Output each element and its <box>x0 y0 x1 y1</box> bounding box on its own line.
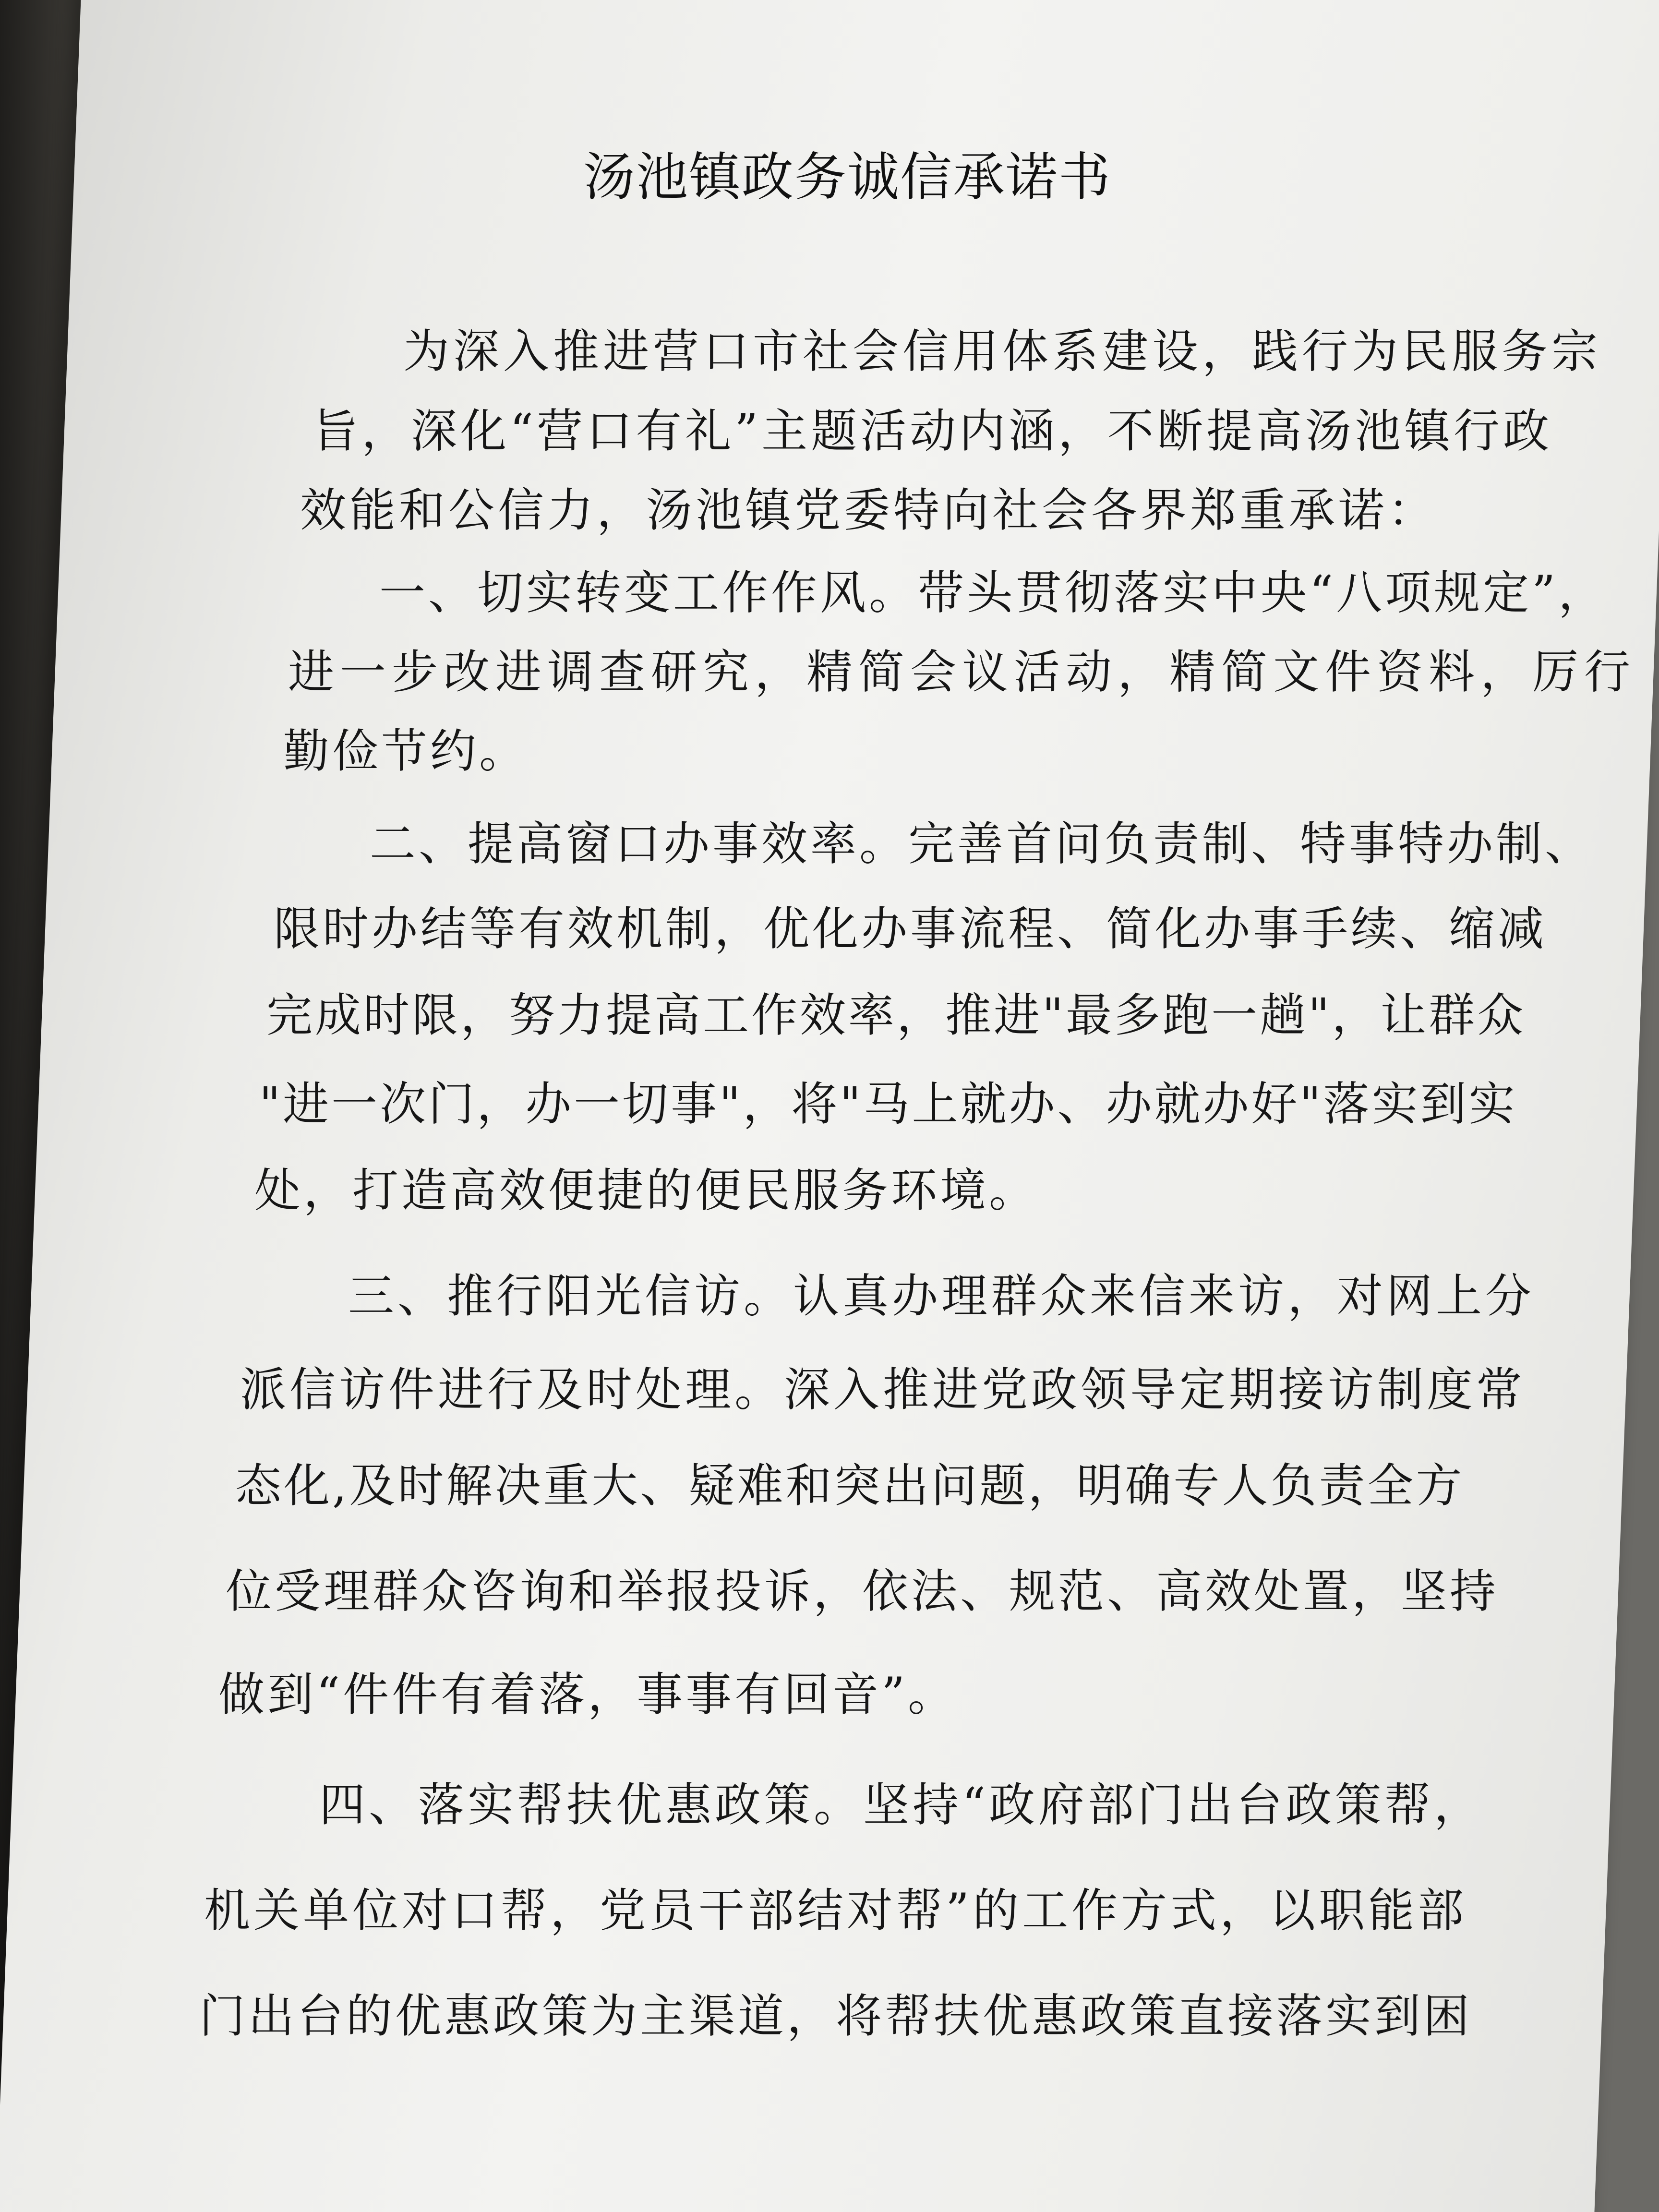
document-title: 汤池镇政务诚信承诺书 <box>583 147 1112 207</box>
paragraph-line: 机关单位对口帮，党员干部结对帮”的工作方式，以职能部 <box>204 1884 1467 1937</box>
paragraph-line: 态化,及时解决重大、疑难和突出问题，明确专人负责全方 <box>235 1459 1465 1513</box>
paragraph-line: 一、切实转变工作作风。带头贯彻落实中央“八项规定”， <box>379 566 1608 620</box>
paragraph-line: 旨，深化“营口有礼”主题活动内涵，不断提高汤池镇行政 <box>312 404 1553 458</box>
paragraph-line: 进一步改进调查研究，精简会议活动，精简文件资料，厉行 <box>288 645 1636 699</box>
paragraph-line: 位受理群众咨询和举报投诉，依法、规范、高效处置，坚持 <box>226 1564 1499 1618</box>
paragraph-line: 为深入推进营口市社会信用体系建设，践行为民服务宗 <box>403 325 1601 378</box>
paragraph-line: 勤俭节约。 <box>283 724 528 778</box>
paragraph-line: 派信访件进行及时处理。深入推进党政领导定期接访制度常 <box>240 1363 1526 1417</box>
paragraph-line: 四、落实帮扶优惠政策。坚持“政府部门出台政策帮， <box>319 1778 1484 1832</box>
paragraph-line: 二、提高窗口办事效率。完善首问负责制、特事特办制、 <box>370 817 1594 871</box>
paragraph-line: 完成时限，努力提高工作效率，推进"最多跑一趟"，让群众 <box>266 988 1526 1042</box>
paragraph-line: "进一次门，办一切事"，将"马上就办、办就办好"落实到实 <box>259 1077 1517 1131</box>
paragraph-line: 效能和公信力，汤池镇党委特向社会各界郑重承诺： <box>300 483 1437 537</box>
paragraph-line: 处，打造高效便捷的便民服务环境。 <box>254 1164 1038 1217</box>
paragraph-line: 门出台的优惠政策为主渠道，将帮扶优惠政策直接落实到困 <box>199 1989 1472 2043</box>
paragraph-line: 做到“件件有着落，事事有回音”。 <box>218 1668 957 1721</box>
paragraph-line: 限时办结等有效机制，优化办事流程、简化办事手续、缩减 <box>274 902 1547 956</box>
paragraph-line: 三、推行阳光信访。认真办理群众来信来访，对网上分 <box>348 1269 1535 1323</box>
